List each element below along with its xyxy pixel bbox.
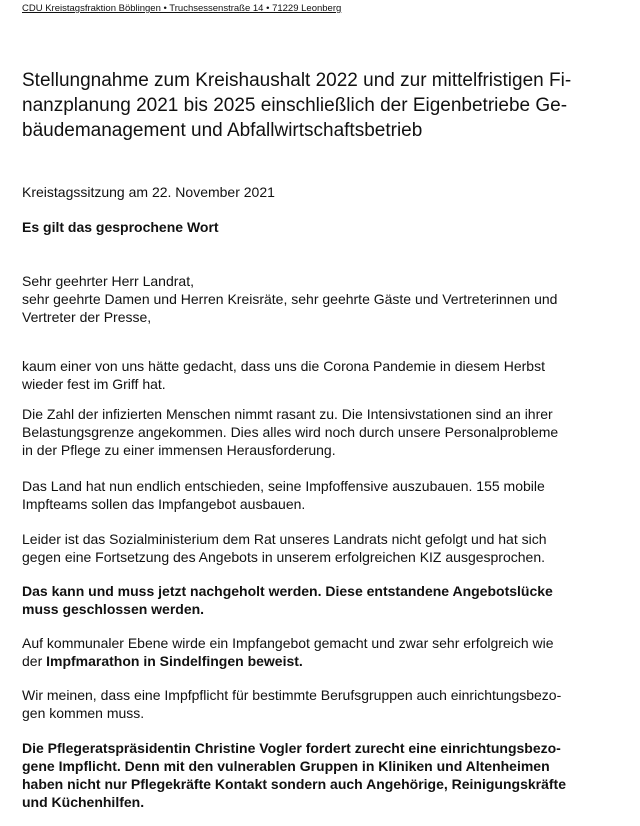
- paragraph-line: Das Land hat nun endlich entschieden, seine Impfoffensive auszubauen. 155 mobile: [22, 478, 545, 494]
- paragraph-line: kaum einer von uns hätte gedacht, dass uns die Corona Pandemie in diesem Herbst: [22, 358, 545, 374]
- spoken-word-text: Es gilt das gesprochene Wort: [22, 219, 219, 235]
- paragraph-text: der: [22, 653, 47, 669]
- salutation-line: sehr geehrte Damen und Herren Kreisräte, sehr geehrte Gäste und Vertreterinnen und: [22, 291, 558, 307]
- title-line: nanzplanung 2021 bis 2025 einschließlich der Eigenbetriebe Ge-: [22, 95, 568, 116]
- title-line: Stellungnahme zum Kreishaushalt 2022 und zur mittelfristigen Fi-: [22, 70, 572, 91]
- paragraph-7: [22, 686, 622, 722]
- paragraph-6: [22, 634, 622, 670]
- paragraph-line: gen kommen muss.: [22, 705, 145, 721]
- paragraph-line: Belastungsgrenze angekommen. Dies alles wird noch durch unsere Personalprobleme: [22, 424, 559, 440]
- paragraph-line: haben nicht nur Pflegekräfte Kontakt sondern auch Angehörige, Reinigungskräfte: [22, 776, 566, 792]
- letterhead-address: CDU Kreistagsfraktion Böblingen • Truchsessenstraße 14 • 71229 Leonberg: [22, 3, 342, 14]
- session-date-text: Kreistagssitzung am 22. November 2021: [22, 184, 275, 200]
- document-title: [22, 68, 622, 143]
- paragraph-line: Das kann und muss jetzt nachgeholt werden. Diese entstandene Angebotslücke: [22, 583, 553, 599]
- paragraph-line: Die Pflegeratspräsidentin Christine Vogler fordert zurecht eine einrichtungsbezo-: [22, 740, 561, 756]
- impfmarathon-emphasis: Impfmarathon in Sindelfingen beweist.: [46, 653, 303, 669]
- paragraph-line: wieder fest im Griff hat.: [22, 376, 166, 392]
- session-date-line: [22, 183, 622, 201]
- paragraph-line: muss geschlossen werden.: [22, 601, 205, 617]
- paragraph-1: [22, 357, 622, 393]
- paragraph-line: gene Impflicht. Denn mit den vulnerablen Gruppen in Kliniken und Altenheimen: [22, 758, 550, 774]
- paragraph-line: Auf kommunaler Ebene wirde ein Impfangebot gemacht und zwar sehr erfolgreich wie: [22, 635, 554, 651]
- paragraph-5-emphasis: [22, 582, 622, 618]
- paragraph-8-emphasis: [22, 739, 622, 811]
- paragraph-line: Wir meinen, dass eine Impfpflicht für bestimmte Berufsgruppen auch einrichtungsbezo-: [22, 687, 562, 703]
- paragraph-4: [22, 530, 622, 566]
- paragraph-line: [22, 652, 622, 670]
- paragraph-line: Die Zahl der infizierten Menschen nimmt rasant zu. Die Intensivstationen sind an ihrer: [22, 406, 553, 422]
- paragraph-3: [22, 477, 622, 513]
- paragraph-line: gegen eine Fortsetzung des Angebots in unserem erfolgreichen KIZ ausgesprochen.: [22, 549, 545, 565]
- salutation: [22, 272, 622, 326]
- paragraph-line: und Küchenhilfen.: [22, 794, 145, 810]
- paragraph-line: Impfteams sollen das Impfangebot ausbauen.: [22, 496, 306, 512]
- salutation-line: Vertreter der Presse,: [22, 309, 152, 325]
- paragraph-line: in der Pflege zu einer immensen Herausforderung.: [22, 442, 336, 458]
- salutation-line: Sehr geehrter Herr Landrat,: [22, 273, 194, 289]
- paragraph-line: Leider ist das Sozialministerium dem Rat unseres Landrats nicht gefolgt und hat sich: [22, 531, 547, 547]
- title-line: bäudemanagement und Abfallwirtschaftsbetrieb: [22, 120, 423, 141]
- paragraph-2: [22, 405, 622, 459]
- spoken-word-notice: [22, 218, 622, 236]
